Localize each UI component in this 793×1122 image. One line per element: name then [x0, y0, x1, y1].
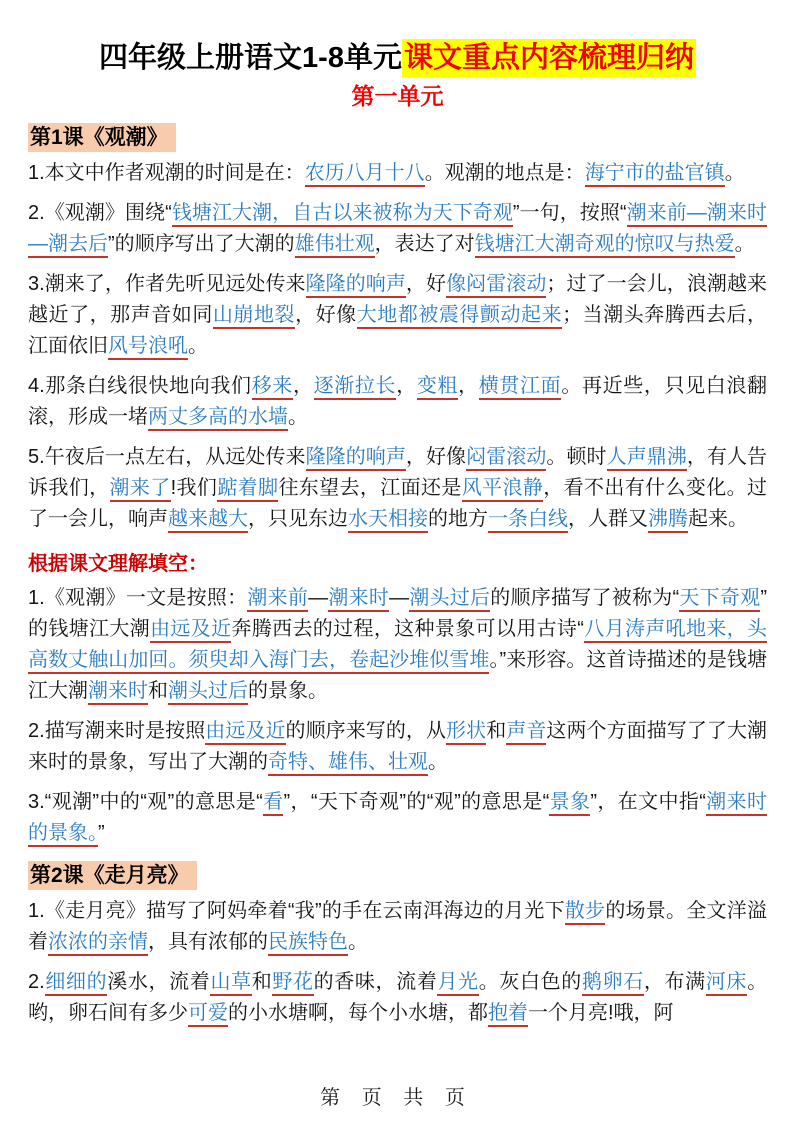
answer-keyword: 潮来时 [328, 587, 389, 612]
text-run: 2.《观潮》围绕“ [28, 202, 172, 225]
answer-keyword: 潮来前—潮来时—潮去后 [28, 202, 767, 258]
text-run: 。 [188, 335, 208, 358]
text-run: 往东望去，江面还是 [278, 477, 462, 500]
text-run: ，看不出有什么变化。过了一会儿，响声 [28, 477, 768, 531]
text-run: 奔腾西去的过程，这种景象可以用古诗“ [231, 618, 584, 641]
text-run: ，只见东边 [248, 508, 348, 531]
answer-keyword: 沸腾 [648, 508, 688, 533]
text-run: 和 [148, 680, 168, 703]
answer-keyword: 潮头过后 [168, 680, 248, 705]
text-run: ”的钱塘江大潮 [28, 587, 768, 641]
text-run: 3.潮来了，作者先听见远处传来 [28, 273, 306, 296]
answer-keyword: 闷雷滚动 [466, 446, 546, 471]
text-run: !我们 [170, 477, 218, 500]
text-run: 的地方 [428, 508, 488, 531]
text-run: 溪水，流着 [107, 971, 211, 994]
page-title-black-part: 四年级上册语文1-8单元 [99, 42, 402, 74]
text-run: 。顿时 [546, 446, 607, 469]
text-run: 的景象。 [248, 680, 328, 703]
text-run: ， [292, 375, 314, 398]
text-run: ，有人告诉我们， [28, 446, 768, 500]
answer-keyword: 月光 [437, 971, 478, 996]
answer-keyword: 大地都被震得颤动起来 [357, 304, 562, 329]
answer-keyword: 声音 [506, 720, 546, 745]
text-run: 2.描写潮来时是按照 [28, 720, 206, 743]
text-run: 4.那条白线很快地向我们 [28, 375, 252, 398]
text-run: ”一句，按照“ [512, 202, 627, 225]
answer-keyword: 钱塘江大潮奇观的惊叹与热爱 [475, 233, 735, 258]
answer-keyword: 鹅卵石 [582, 971, 644, 996]
answer-keyword: 野花 [272, 971, 313, 996]
answer-keyword: 踮着脚 [217, 477, 278, 502]
lesson-heading [28, 121, 767, 151]
answer-keyword: 横贯江面 [479, 375, 562, 400]
text-run: 。 [288, 406, 308, 429]
text-run: 和 [486, 720, 507, 743]
paragraph [28, 583, 767, 707]
answer-keyword: 可爱 [188, 1002, 228, 1027]
text-run: ，布满 [643, 971, 706, 994]
text-run: 。观潮的地点是： [424, 162, 585, 185]
answer-keyword: 景象 [549, 791, 590, 816]
text-run: 。哟，卵石间有多少 [28, 971, 768, 1025]
lesson-heading-label: 第1课《观潮》 [28, 123, 176, 152]
page-title-highlighted-part: 课文重点内容梳理归纳 [402, 39, 696, 77]
text-run: 和 [251, 971, 273, 994]
text-run: ；过了一会儿，浪潮越来越近了，那声音如同 [28, 273, 768, 327]
paragraph [28, 269, 767, 362]
text-run: ， [458, 375, 479, 398]
answer-keyword: 散步 [565, 900, 606, 925]
answer-keyword: 抱着 [488, 1002, 528, 1027]
text-run: 5.午夜后一点左右，从远处传来 [28, 446, 306, 469]
answer-keyword: 潮来时 [88, 680, 148, 705]
answer-keyword: 越来越大 [168, 508, 248, 533]
page-title [28, 40, 767, 76]
text-run: 。”来形容。这首诗描述的是钱塘江大潮 [28, 649, 767, 703]
text-run: 。 [428, 751, 448, 774]
text-run: 的香味，流着 [313, 971, 438, 994]
answer-keyword: 风号浪吼 [108, 335, 188, 360]
paragraph [28, 967, 767, 1029]
answer-keyword: 山草 [210, 971, 251, 996]
paragraph [28, 716, 767, 778]
answer-keyword: 风平浪静 [462, 477, 544, 502]
text-run: 1.《走月亮》描写了阿妈牵着“我”的手在云南洱海边的月光下 [28, 900, 565, 923]
paragraph [28, 442, 767, 535]
text-run: 3.“观潮”中的“观”的意思是“ [28, 791, 263, 814]
text-run: 。 [724, 162, 745, 185]
paragraph [28, 198, 767, 260]
text-run: 的顺序来写的，从 [285, 720, 447, 743]
answer-keyword: 海宁市的盐官镇 [585, 162, 725, 187]
text-run: — [389, 587, 410, 610]
answer-keyword: 奇特、雄伟、壮观 [268, 751, 428, 776]
answer-keyword: 浓浓的亲情 [48, 931, 148, 956]
text-run: ”，“天下奇观”的“观”的意思是“ [283, 791, 550, 814]
text-run: ，好像 [295, 304, 357, 327]
answer-keyword: 细细的 [45, 971, 108, 996]
answer-keyword: 水天相接 [348, 508, 428, 533]
paragraph [28, 158, 767, 189]
answer-keyword: 隆隆的响声 [306, 273, 406, 298]
text-run: ， [396, 375, 417, 398]
unit-subtitle: 第一单元 [351, 83, 444, 110]
text-run: — [308, 587, 329, 610]
answer-keyword: 看 [263, 791, 284, 816]
answer-keyword: 钱塘江大潮，自古以来被称为天下奇观 [172, 202, 513, 227]
answer-keyword: 两丈多高的水墙 [148, 406, 288, 431]
answer-keyword: 八月涛声吼地来，头高数丈触山加回。须臾却入海门去，卷起沙堆似雪堆 [28, 618, 767, 674]
answer-keyword: 由远及近 [150, 618, 231, 643]
text-run: ”的顺序写出了大潮的 [108, 233, 295, 256]
text-run: ”，在文中指“ [590, 791, 706, 814]
text-run: 。灰白色的 [478, 971, 582, 994]
answer-keyword: 移来 [252, 375, 293, 400]
answer-keyword: 一条白线 [488, 508, 568, 533]
text-run: 。 [734, 233, 755, 256]
answer-keyword: 形状 [446, 720, 486, 745]
text-run: 1.本文中作者观潮的时间是在： [28, 162, 305, 185]
lesson-heading [28, 859, 767, 889]
text-run: ” [98, 822, 105, 845]
answer-keyword: 山崩地裂 [213, 304, 295, 329]
answer-keyword: 像闷雷滚动 [446, 273, 546, 298]
text-run: 。 [348, 931, 368, 954]
content [28, 121, 767, 1029]
answer-keyword: 民族特色 [268, 931, 348, 956]
page-footer: 第 页 共 页 [320, 1087, 473, 1109]
answer-keyword: 河床 [706, 971, 747, 996]
paragraph [28, 896, 767, 958]
lesson-heading-label: 第2课《走月亮》 [28, 861, 197, 890]
answer-keyword: 农历八月十八 [305, 162, 425, 187]
answer-keyword: 潮来了 [110, 477, 171, 502]
text-run: 的顺序描写了被称为“ [490, 587, 680, 610]
text-run: 1.《观潮》一文是按照： [28, 587, 248, 610]
text-run: 2. [28, 971, 45, 994]
answer-keyword: 由远及近 [205, 720, 285, 745]
answer-keyword: 变粗 [417, 375, 458, 400]
answer-keyword: 潮来时的景象。 [28, 791, 767, 847]
text-run: ，好像 [405, 446, 467, 469]
answer-keyword: 潮来前 [247, 587, 308, 612]
text-run: ，具有浓郁的 [148, 931, 268, 954]
text-run: 一个月亮!哦，阿 [528, 1002, 674, 1025]
answer-keyword: 人声鼎沸 [607, 446, 687, 471]
text-run: 的小水塘啊，每个小水塘，都 [228, 1002, 488, 1025]
answer-keyword: 逐渐拉长 [314, 375, 397, 400]
paragraph [28, 787, 767, 849]
text-run: 起来。 [688, 508, 748, 531]
text-run: ，好 [405, 273, 447, 296]
text-run: ，人群又 [568, 508, 648, 531]
text-run: 这两个方面描写了了大潮来时的景象，写出了大潮的 [28, 720, 768, 774]
text-run: ，表达了对 [374, 233, 475, 256]
text-run: 。再近些，只见白浪翻滚，形成一堵 [28, 375, 768, 429]
paragraph [28, 371, 767, 433]
answer-keyword: 潮头过后 [409, 587, 490, 612]
answer-keyword: 隆隆的响声 [306, 446, 406, 471]
answer-keyword: 雄伟壮观 [295, 233, 375, 258]
fill-in-blank-heading: 根据课文理解填空： [28, 553, 208, 576]
text-run: 的场景。全文洋溢着 [28, 900, 768, 954]
text-run: ；当潮头奔腾西去后，江面依旧 [28, 304, 768, 358]
answer-keyword: 天下奇观 [679, 587, 760, 612]
